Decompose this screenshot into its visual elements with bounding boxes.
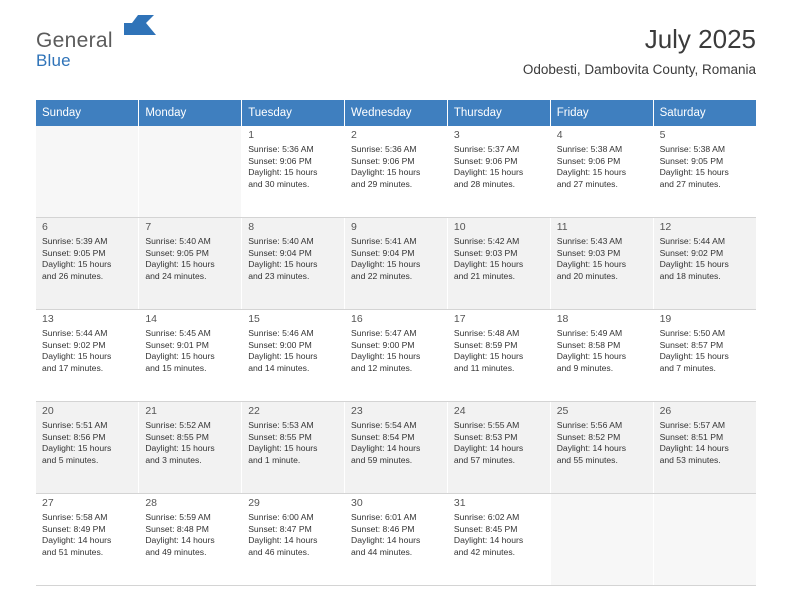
calendar-week-row <box>36 126 756 218</box>
day-info-line: Sunset: 9:05 PM <box>145 247 209 258</box>
day-info-line: Daylight: 15 hours <box>453 167 524 178</box>
day-info-line: Sunrise: 5:52 AM <box>145 420 211 430</box>
day-info-line: Sunrise: 5:40 AM <box>145 236 211 246</box>
day-number: 24 <box>453 405 466 417</box>
calendar-day-cell[interactable] <box>447 310 550 402</box>
flag-icon <box>124 14 158 36</box>
day-number: 9 <box>351 221 357 233</box>
day-info-line: Sunrise: 5:59 AM <box>145 512 211 522</box>
day-info-line: Daylight: 14 hours <box>453 443 524 454</box>
day-info-line: Sunrise: 5:45 AM <box>145 328 211 338</box>
day-info-line: Sunrise: 5:51 AM <box>42 420 108 430</box>
weekday-header-sunday: Sunday <box>36 100 139 126</box>
calendar-day-cell[interactable] <box>550 310 653 402</box>
weekday-header-saturday: Saturday <box>653 100 756 126</box>
calendar-day-cell[interactable] <box>242 126 345 218</box>
day-number: 3 <box>453 129 460 141</box>
day-info-line: Daylight: 15 hours <box>248 443 318 454</box>
day-number: 28 <box>145 497 158 509</box>
day-info-line: Sunset: 9:05 PM <box>659 155 724 166</box>
day-info-line: Sunrise: 5:43 AM <box>556 236 623 246</box>
day-info-line: and 1 minute. <box>248 454 301 465</box>
day-info-line: Sunrise: 5:36 AM <box>351 144 417 154</box>
day-number: 17 <box>453 313 466 325</box>
day-info-line: and 46 minutes. <box>248 546 310 557</box>
calendar-day-cell[interactable] <box>447 494 550 586</box>
calendar-empty-cell <box>653 494 756 586</box>
day-info-line: Sunset: 9:05 PM <box>42 247 106 258</box>
day-info-line: Daylight: 14 hours <box>556 443 626 454</box>
day-number: 14 <box>145 313 158 325</box>
calendar-day-cell[interactable] <box>139 402 242 494</box>
day-info-line: and 3 minutes. <box>145 454 202 465</box>
day-number: 16 <box>351 313 363 325</box>
day-number: 23 <box>351 405 363 417</box>
day-info-line: and 14 minutes. <box>248 362 310 373</box>
day-info-line: Daylight: 15 hours <box>659 351 729 362</box>
day-info-line: Sunrise: 5:36 AM <box>248 144 314 154</box>
calendar-day-cell[interactable] <box>550 218 653 310</box>
day-number: 31 <box>453 497 466 509</box>
day-info-line: Sunrise: 5:53 AM <box>248 420 314 430</box>
day-info-line: and 30 minutes. <box>248 178 310 189</box>
day-number: 15 <box>248 313 260 325</box>
day-info-line: and 9 minutes. <box>556 362 614 373</box>
day-info-line: Daylight: 15 hours <box>556 351 626 362</box>
day-info-line: Sunset: 8:59 PM <box>453 339 518 350</box>
calendar-day-cell[interactable] <box>653 218 756 310</box>
day-info-line: Sunset: 9:00 PM <box>248 339 312 350</box>
day-info-line: Sunrise: 5:44 AM <box>659 236 726 246</box>
day-info-line: Sunset: 8:48 PM <box>145 523 209 534</box>
day-number: 27 <box>42 497 54 509</box>
day-number: 8 <box>248 221 255 233</box>
calendar-day-cell[interactable] <box>36 310 139 402</box>
day-info-line: Daylight: 15 hours <box>145 259 215 270</box>
day-info-line: Daylight: 15 hours <box>248 351 318 362</box>
day-info-line: and 17 minutes. <box>42 362 104 373</box>
day-info-line: and 12 minutes. <box>351 362 413 373</box>
day-info-line: Sunset: 8:51 PM <box>659 431 724 442</box>
day-info-line: Sunrise: 5:55 AM <box>453 420 520 430</box>
brand-name-general: General <box>36 29 113 52</box>
day-info-line: Sunrise: 5:38 AM <box>556 144 623 154</box>
day-number: 12 <box>659 221 672 233</box>
day-info-line: and 44 minutes. <box>351 546 413 557</box>
day-number: 4 <box>556 129 563 141</box>
day-info-line: Daylight: 15 hours <box>453 259 524 270</box>
calendar-day-cell[interactable] <box>345 310 448 402</box>
day-info-line: and 23 minutes. <box>248 270 310 281</box>
day-info-line: Sunrise: 5:41 AM <box>351 236 417 246</box>
day-number: 1 <box>248 129 255 141</box>
day-info-line: Daylight: 14 hours <box>351 535 421 546</box>
weekday-header-monday: Monday <box>139 100 242 126</box>
day-info-line: Sunset: 8:53 PM <box>453 431 518 442</box>
day-info-line: Daylight: 15 hours <box>248 259 318 270</box>
day-info-line: and 51 minutes. <box>42 546 104 557</box>
day-info-line: Daylight: 15 hours <box>556 167 626 178</box>
day-number: 19 <box>659 313 672 325</box>
day-number: 25 <box>556 405 569 417</box>
day-info-line: Daylight: 14 hours <box>248 535 318 546</box>
day-number: 20 <box>42 405 54 417</box>
weekday-header-friday: Friday <box>550 100 653 126</box>
day-info-line: Sunrise: 6:01 AM <box>351 512 417 522</box>
calendar-week-row <box>36 310 756 402</box>
day-info-line: Sunrise: 5:54 AM <box>351 420 417 430</box>
calendar-day-cell[interactable] <box>345 218 448 310</box>
day-info-line: Daylight: 15 hours <box>42 259 112 270</box>
day-info-line: Daylight: 14 hours <box>659 443 729 454</box>
day-info-line: Sunset: 9:03 PM <box>556 247 621 258</box>
day-info-line: and 29 minutes. <box>351 178 413 189</box>
day-info-line: Sunrise: 5:40 AM <box>248 236 314 246</box>
day-info-line: Sunrise: 5:49 AM <box>556 328 623 338</box>
day-info-line: and 18 minutes. <box>659 270 721 281</box>
day-info-line: Daylight: 15 hours <box>145 443 215 454</box>
day-info-line: Daylight: 15 hours <box>659 167 729 178</box>
day-info-line: and 53 minutes. <box>659 454 721 465</box>
day-info-line: and 24 minutes. <box>145 270 207 281</box>
day-info-line: and 22 minutes. <box>351 270 413 281</box>
calendar-week-row <box>36 494 756 586</box>
calendar-day-cell[interactable] <box>345 494 448 586</box>
day-info-line: and 59 minutes. <box>351 454 413 465</box>
calendar-day-cell[interactable] <box>139 494 242 586</box>
day-info-line: Sunrise: 5:37 AM <box>453 144 520 154</box>
calendar-day-cell[interactable] <box>139 310 242 402</box>
day-info-line: and 55 minutes. <box>556 454 618 465</box>
day-info-line: and 21 minutes. <box>453 270 516 281</box>
day-number: 29 <box>248 497 260 509</box>
day-info-line: Sunrise: 5:50 AM <box>659 328 726 338</box>
weekday-header-wednesday: Wednesday <box>345 100 448 126</box>
weekday-header-thursday: Thursday <box>447 100 550 126</box>
day-info-line: Daylight: 15 hours <box>145 351 215 362</box>
day-info-line: Sunrise: 5:39 AM <box>42 236 108 246</box>
day-number: 26 <box>659 405 672 417</box>
calendar-day-cell[interactable] <box>447 126 550 218</box>
calendar-day-cell[interactable] <box>653 402 756 494</box>
day-number: 18 <box>556 313 569 325</box>
calendar-day-cell[interactable] <box>550 126 653 218</box>
day-info-line: Sunset: 8:54 PM <box>351 431 415 442</box>
calendar-empty-cell <box>36 126 139 218</box>
calendar-day-cell[interactable] <box>242 310 345 402</box>
day-info-line: and 27 minutes. <box>659 178 721 189</box>
day-info-line: and 15 minutes. <box>145 362 207 373</box>
day-number: 30 <box>351 497 363 509</box>
calendar-day-cell[interactable] <box>653 310 756 402</box>
calendar-empty-cell <box>550 494 653 586</box>
day-info-line: and 26 minutes. <box>42 270 104 281</box>
day-info-line: and 42 minutes. <box>453 546 516 557</box>
calendar-empty-cell <box>139 126 242 218</box>
day-info-line: Sunrise: 6:00 AM <box>248 512 314 522</box>
day-info-line: Sunset: 9:03 PM <box>453 247 518 258</box>
day-info-line: Sunset: 9:06 PM <box>351 155 415 166</box>
day-number: 7 <box>145 221 152 233</box>
calendar-week-row <box>36 402 756 494</box>
location-subtitle: Odobesti, Dambovita County, Romania <box>522 62 756 77</box>
calendar-day-cell[interactable] <box>242 494 345 586</box>
day-info-line: Sunset: 8:45 PM <box>453 523 518 534</box>
day-info-line: and 28 minutes. <box>453 178 516 189</box>
day-info-line: Sunrise: 5:42 AM <box>453 236 520 246</box>
calendar-table <box>36 100 756 586</box>
day-info-line: Daylight: 15 hours <box>659 259 729 270</box>
day-info-line: Sunset: 8:58 PM <box>556 339 621 350</box>
day-info-line: Daylight: 15 hours <box>248 167 318 178</box>
day-info-line: Sunset: 9:06 PM <box>556 155 621 166</box>
day-info-line: Sunset: 8:49 PM <box>42 523 106 534</box>
day-info-line: Sunset: 8:52 PM <box>556 431 621 442</box>
day-info-line: Sunrise: 5:47 AM <box>351 328 417 338</box>
day-info-line: Sunrise: 5:46 AM <box>248 328 314 338</box>
day-info-line: Sunset: 8:46 PM <box>351 523 415 534</box>
day-number: 6 <box>42 221 48 233</box>
day-number: 21 <box>145 405 158 417</box>
day-info-line: Daylight: 14 hours <box>351 443 421 454</box>
day-info-line: Sunset: 9:06 PM <box>453 155 518 166</box>
calendar-week-row <box>36 218 756 310</box>
day-info-line: Daylight: 15 hours <box>351 259 421 270</box>
day-info-line: Sunset: 8:47 PM <box>248 523 312 534</box>
day-info-line: Sunrise: 5:57 AM <box>659 420 726 430</box>
day-number: 13 <box>42 313 54 325</box>
calendar-day-cell[interactable] <box>242 402 345 494</box>
day-info-line: Sunset: 8:55 PM <box>248 431 312 442</box>
day-info-line: Sunrise: 5:48 AM <box>453 328 520 338</box>
day-info-line: Sunset: 9:06 PM <box>248 155 312 166</box>
day-info-line: Daylight: 14 hours <box>453 535 524 546</box>
brand-logo <box>36 30 113 69</box>
day-info-line: Sunrise: 5:38 AM <box>659 144 726 154</box>
day-info-line: and 20 minutes. <box>556 270 618 281</box>
day-number: 10 <box>453 221 466 233</box>
calendar-day-cell[interactable] <box>139 218 242 310</box>
day-number: 22 <box>248 405 260 417</box>
brand-name-blue: Blue <box>36 51 71 70</box>
day-info-line: Sunrise: 5:56 AM <box>556 420 623 430</box>
day-number: 5 <box>659 129 666 141</box>
day-number: 11 <box>556 221 568 233</box>
calendar-day-cell[interactable] <box>36 402 139 494</box>
day-info-line: and 5 minutes. <box>42 454 99 465</box>
day-info-line: and 57 minutes. <box>453 454 516 465</box>
calendar-day-cell[interactable] <box>345 402 448 494</box>
day-info-line: Sunset: 8:56 PM <box>42 431 106 442</box>
day-info-line: Sunset: 9:01 PM <box>145 339 209 350</box>
weekday-header-tuesday: Tuesday <box>242 100 345 126</box>
day-info-line: Sunrise: 5:44 AM <box>42 328 108 338</box>
calendar-day-cell[interactable] <box>36 218 139 310</box>
day-info-line: Sunset: 9:02 PM <box>659 247 724 258</box>
day-info-line: and 49 minutes. <box>145 546 207 557</box>
day-info-line: Daylight: 15 hours <box>351 167 421 178</box>
calendar-day-cell[interactable] <box>447 218 550 310</box>
day-info-line: and 27 minutes. <box>556 178 618 189</box>
day-info-line: Sunset: 8:57 PM <box>659 339 724 350</box>
calendar-day-cell[interactable] <box>345 126 448 218</box>
calendar-body <box>36 126 756 586</box>
day-info-line: Daylight: 15 hours <box>42 443 112 454</box>
calendar-day-cell[interactable] <box>653 126 756 218</box>
day-info-line: Daylight: 15 hours <box>453 351 524 362</box>
day-info-line: Sunset: 9:04 PM <box>351 247 415 258</box>
weekday-header-row <box>36 100 756 126</box>
day-info-line: Daylight: 15 hours <box>351 351 421 362</box>
day-info-line: and 7 minutes. <box>659 362 716 373</box>
day-info-line: Sunset: 8:55 PM <box>145 431 209 442</box>
day-info-line: Daylight: 15 hours <box>42 351 112 362</box>
calendar-day-cell[interactable] <box>550 402 653 494</box>
day-info-line: Daylight: 15 hours <box>556 259 626 270</box>
calendar-day-cell[interactable] <box>447 402 550 494</box>
day-info-line: Sunrise: 6:02 AM <box>453 512 520 522</box>
day-info-line: Sunset: 9:04 PM <box>248 247 312 258</box>
day-info-line: and 11 minutes. <box>453 362 515 373</box>
calendar-day-cell[interactable] <box>36 494 139 586</box>
day-number: 2 <box>351 129 357 141</box>
day-info-line: Sunset: 9:00 PM <box>351 339 415 350</box>
day-info-line: Sunset: 9:02 PM <box>42 339 106 350</box>
calendar-day-cell[interactable] <box>242 218 345 310</box>
day-info-line: Sunrise: 5:58 AM <box>42 512 108 522</box>
page-header <box>36 0 756 77</box>
day-info-line: Daylight: 14 hours <box>42 535 112 546</box>
page-title: July 2025 <box>644 24 756 54</box>
day-info-line: Daylight: 14 hours <box>145 535 215 546</box>
